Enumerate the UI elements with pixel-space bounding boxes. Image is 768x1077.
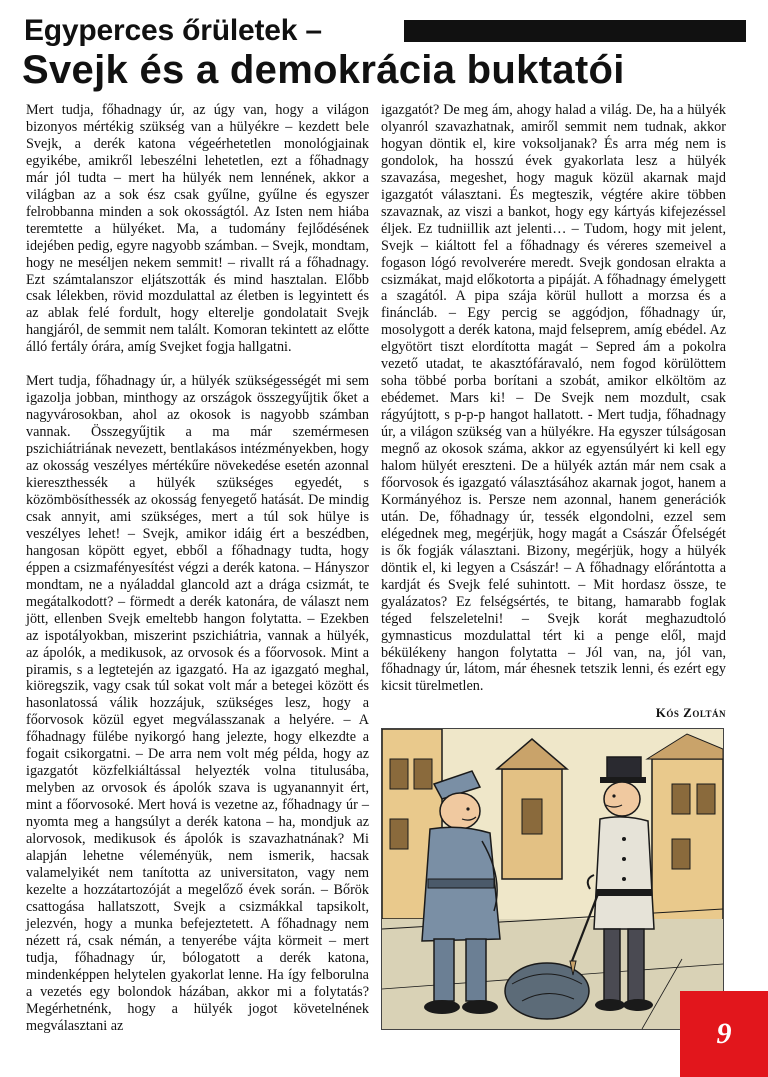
svejk-illustration bbox=[381, 728, 724, 1030]
kicker-black-bar bbox=[404, 20, 746, 42]
right-building bbox=[647, 734, 723, 929]
article-paragraph: igazgatót? De meg ám, ahogy halad a világ. De, ha a hülyék olyanról szavazhatnak, amiről semmit nem tudnak, akkor hogyan döntik el, kire voksoljanak? És arra még nem is gondolok, ha hosszú évek gyakorlata lesz a hülyék szavazása, megeshet, hogy maguk közül akarnak majd igazgatót választani. És megteszik, végtére akire többen szavaznak, az viszi a bankot, hogy egy kártyás kifejezéssel éljek. Ez tudniillik azt jelenti… – Tudom, hogy mit jelent, Svejk – kiáltott fel a főhadnagy és véreres szemeivel a fogason lógó revolverére meredt. Svejk gondosan elrakta a csizmákat, majd előkotorta a pipáját. A főhadnagy émelygett a szagától. A pipa szája körül hullott a morzsa és a fináncláb. – Egy percig se aggódjon, főhadnagy úr, mosolygott a derék katona, majd felseprem, amíg ebédel. Az elgyötört tiszt elordította magát – Sepred ám a pokolra vezető utadat, te akasztófáravaló, nem fogod körülöttem soha többé porba borítani a szobát, amikor elköltöm az ebédemet. Mars ki! – De Svejk nem mozdult, csak rágyújtott, s p-p-p hangot hallatott. - Mert tudja, főhadnagy úr, a világon szükség van a hülyékre. Ha egyszer túlságosan megnő az okosok száma, akkor az egyensúlyért ki kell egy halom hülyét ereszteni. De a hülyék aztán már nem csak a főorvosok és igazgató választásához akarnak jogot, hanem a Kormányéhoz is. Persze nem azonnal, hanem generációk után. De, főhadnagy úr, tessék elgondolni, ezzel sem elégednek meg, megérjük, hogy magát a Császár Őfelségét is ők fogják választani. Bizony, megérjük, hogy a hülyék döntik el, ki legyen a Császár! – A főhadnagy előrántotta a kardját és Svejk felé suhintott. – Mit hordasz össze, te gyalázatos? Ez felségsértés, te bitang, hamarabb foglak téged felszeletelni! – Svejk korát meghazudtoló gymnasticus mozdulattal tért ki a penge elől, majd békülékeny hangon folytatta – Jól van, na, jól van, főhadnagy úr, látom, már éhesnek tetszik lenni, és ezért egy kicsit türelmetlen. bbox=[381, 102, 726, 695]
author-name: Kós Zoltán bbox=[655, 705, 726, 720]
sack-bundle bbox=[505, 963, 589, 1019]
article-paragraph: Mert tudja, főhadnagy úr, a hülyék szükségességét mi sem igazolja jobban, minthogy az országok összegyűjtik őket a nagyvárosokban, ahol az okosok is nagyobb számban vannak. Összegyűjtik a ma már szemérmesen pszichiátriának nevezett, bentlakásos intézményekben, hogy az okosság veszélyes mértékűre növekedése esetén azonnal kiereszthessék a hülyék szükséges egyedét, s közömbösíthessék az okosság fenyegető hatását. De mindig csak annyit, ami szükséges, mert a túl sok hülye is veszélyes lehet! – Svejk, amikor idáig ért a beszédben, hangosan köpött egyet, ebből a főhadnagy tudta, hogy éppen a csizmafényesítést végzi a derék katona. – Hányszor mondtam, ne a nyáladdal glancold azt a drága csizmát, te megátalkodott? – förmedt a derék katonára, de választ nem jött, ellenben Svejk emeltebb hangon folytatta. – Ezekben az ispotályokban, miszerint pszichiátria, vannak a hülyék, az ápolók, a medikusok, az orvosok és a főorvosok. Mint a piramis, s a legtetején az igazgató. Ha az igazgató meghal, kiöregszik, vagy csak túl sokat volt már a betegei között és hasonlatossá válik hozzájuk, szükséges lesz, hogy a főorvosok közül egyet megválasszanak a helyére. – A főhadnagy fülébe nyikorgó hang jelezte, hogy elkezdte a fogait csikorgatni. – De arra nem volt még példa, hogy az igazgatót közfelkiáltással helyezték volna titulusába, melyben az orvosok és ápolók szava is ugyanannyit ért, mint a főorvosoké. Mert hová is vezetne az, főhadnagy úr – nyomta meg a hangsúlyt a derék katona – ha, mondjuk az alorvosok, medikusok és ápolók is szavazhatnának? Mi alapján lehetne véleményük, nem ismerik, hacsak valamelyikét nem tanította az universitaton, vagy nem kezelte a hozzátartozóját a megelőző évek során. – Bőrök csattogása hallatszott, Svejk a csizmákkal tapsikolt, jelezvén, hogy a munka befejeztetett. A főhadnagy nem nézett rá, csak némán, a tenyerébe vájta körmeit – mert tudja, főhadnagy úr, bólogatott a derék katona, mindenképpen helytelen gyakorlat lenne. Ha így felborulna a vezetés egy bolondok házában, akkor mi a folytatás? Megérhetnénk, hogy a hülyék jogot követelnének megválasztani az bbox=[26, 373, 369, 1034]
article-column-right bbox=[381, 102, 726, 695]
article-title: Svejk és a demokrácia buktatói bbox=[22, 48, 625, 92]
article-kicker: Egyperces őrületek – bbox=[24, 14, 322, 47]
center-building bbox=[497, 739, 567, 879]
article-column-left bbox=[26, 102, 369, 1034]
article-paragraph: Mert tudja, főhadnagy úr, az úgy van, hogy a világon bizonyos mértékig szükség van a hülyékre – kezdett bele Svejk, a derék katona végeérhetetlen monológjainak egyikébe, amikről lebeszélni lehetetlen, ezt a főhadnagy már jól tudta – mert ha hülyék nem lennének, akkor a világban az a sok ész csak gyűlne, gyűlne és egyszer felrobbanna minden a sok okosságtól. Az Isten nem hiába teremtette a hülyéket. Ma, a tudomány fejlődésének idejében pedig, egyre nagyobb számban. – Svejk, mondtam, hogy ne meséljen nekem semmit! – rivallt rá a főhadnagy. Ezt számtalanszor eljátszották és mind hasztalan. Előbb csak lélekben, rövid mozdulattal az életben is legyintett és az ablak felé fordult, hogy elterelje gondolatait Svejk hangjáról, de semmit nem talált. Komoran tekintett az előtte álló fertály órára, amíg Svejket fogja hallgatni. bbox=[26, 102, 369, 356]
page-number: 9 bbox=[716, 1017, 732, 1050]
cartoon-drawing bbox=[382, 729, 723, 1029]
author-byline bbox=[381, 705, 726, 721]
page-number-badge bbox=[680, 991, 768, 1077]
